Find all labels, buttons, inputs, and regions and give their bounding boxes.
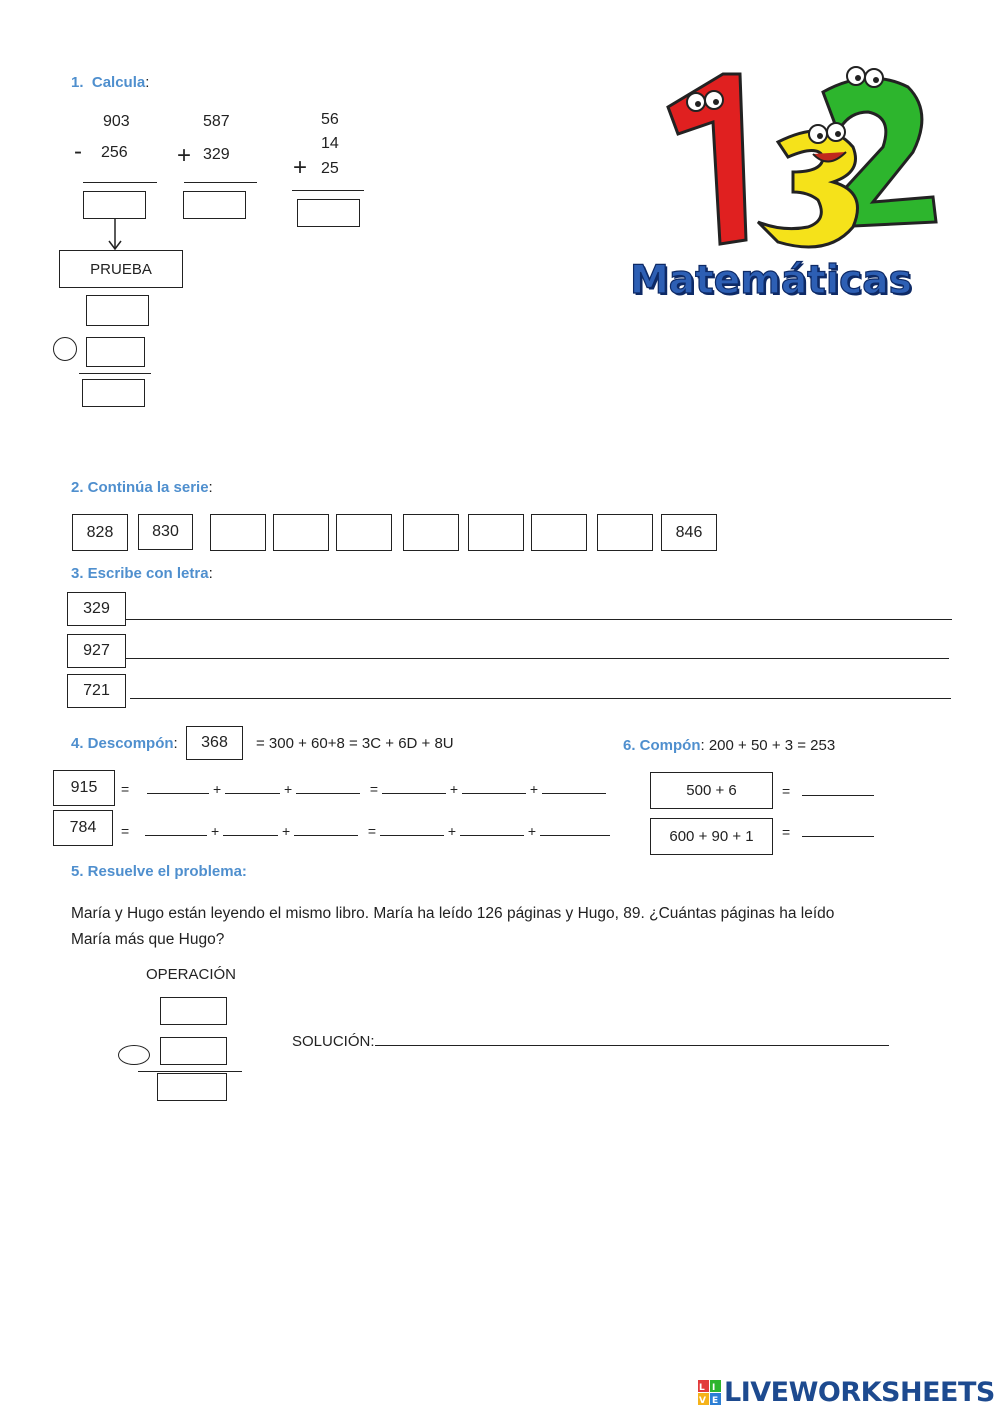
decompose-blank[interactable] (296, 779, 360, 794)
section4-title-text: 4. Descompón (71, 735, 174, 752)
prueba-rule (79, 373, 151, 374)
decompose-row-2-number (53, 810, 113, 846)
svg-text:L: L (699, 1382, 705, 1393)
series-input-3[interactable] (336, 514, 392, 551)
series-input-4[interactable] (403, 514, 459, 551)
decompose-blank[interactable] (460, 821, 524, 836)
decompose-blank[interactable] (462, 779, 526, 794)
plus-sign: + (210, 823, 220, 839)
plus-sign: + (283, 781, 293, 797)
svg-text:E: E (712, 1395, 719, 1406)
plus-sign: + (447, 823, 457, 839)
live-badge-icon (697, 1378, 723, 1408)
decompose-blank[interactable] (223, 821, 278, 836)
plus-sign: + (281, 823, 291, 839)
compose-row-1-value: 500 + 6 (686, 782, 737, 799)
prueba-sign-circle[interactable] (53, 337, 77, 361)
arrow-down-icon (107, 219, 123, 251)
prueba-label: PRUEBA (90, 260, 152, 278)
series-box-last (661, 514, 717, 551)
section3-colon: : (208, 565, 213, 582)
decompose-blank[interactable] (380, 821, 444, 836)
word-number-1-value: 329 (83, 600, 110, 617)
op2-rule (184, 182, 257, 183)
section6-example: 200 + 50 + 3 = 253 (708, 737, 836, 754)
op3-c: 25 (321, 160, 339, 177)
problem-text-line-2: María más que Hugo? (71, 931, 225, 948)
decompose-blank[interactable] (382, 779, 446, 794)
solution-answer-line[interactable] (375, 1031, 889, 1046)
op1-a: 903 (103, 113, 130, 130)
liveworksheets-logo (697, 1377, 995, 1408)
op1-b: 256 (101, 144, 128, 161)
word-number-2 (67, 634, 126, 668)
plus-sign: + (212, 781, 222, 797)
compose-row-1-answer (782, 781, 874, 799)
decompose-row-1-number (53, 770, 115, 806)
section4-colon: : (173, 735, 178, 752)
series-input-5[interactable] (468, 514, 524, 551)
op3-a: 56 (321, 111, 339, 128)
decompose-row-1 (121, 779, 606, 797)
section2-title (71, 479, 213, 496)
brand-text: LIVEWORKSHEETS (724, 1377, 995, 1408)
operation-rule (138, 1071, 242, 1072)
section6-title-text: 6. Compón (623, 737, 701, 754)
logo-text: Matemáticas (630, 258, 912, 303)
solution-label: SOLUCIÓN: (292, 1033, 375, 1050)
op2-b: 329 (203, 146, 230, 163)
section2-title-text: 2. Continúa la serie (71, 479, 209, 496)
op3-rule (292, 190, 364, 191)
series-input-7[interactable] (597, 514, 653, 551)
decompose-example-box (186, 726, 243, 760)
compose-blank[interactable] (802, 781, 874, 796)
series-box-2 (138, 514, 193, 550)
op1-answer-box[interactable] (83, 191, 146, 219)
eq-sign: = (782, 824, 791, 840)
compose-row-2-box (650, 818, 773, 855)
decompose-example-result: = 300 + 60+8 = 3C + 6D + 8U (256, 735, 454, 752)
plus-sign: + (529, 781, 539, 797)
series-input-2[interactable] (273, 514, 329, 551)
op2-sign: + (177, 142, 192, 169)
operation-box-2[interactable] (160, 1037, 227, 1065)
series-input-6[interactable] (531, 514, 587, 551)
compose-row-1-box (650, 772, 773, 809)
series-input-1[interactable] (210, 514, 266, 551)
word-answer-line-1[interactable] (126, 619, 952, 620)
op1-sign: - (74, 138, 82, 165)
series-value-1: 828 (86, 523, 114, 541)
word-number-3 (67, 674, 126, 708)
word-number-1 (67, 592, 126, 626)
solution-row (292, 1031, 889, 1050)
op3-b: 14 (321, 135, 339, 152)
section6-colon: : (700, 737, 705, 754)
series-value-2: 830 (152, 523, 179, 540)
op2-answer-box[interactable] (183, 191, 246, 219)
operation-sign-circle[interactable] (118, 1045, 150, 1065)
plus-sign: + (527, 823, 537, 839)
section6-title (623, 737, 835, 754)
decompose-blank[interactable] (145, 821, 207, 836)
section4-title (71, 735, 178, 752)
problem-text-line-1: María y Hugo están leyendo el mismo libro. María ha leído 126 páginas y Hugo, 89. ¿Cuántas páginas ha leído (71, 905, 835, 922)
compose-row-2-answer (782, 822, 874, 840)
section1-number: 1. (71, 74, 84, 91)
decompose-row-1-value: 915 (70, 779, 98, 796)
decompose-example-number: 368 (201, 734, 228, 751)
eq-sign: = (121, 781, 130, 797)
word-answer-line-2[interactable] (126, 658, 949, 659)
decompose-row-2 (121, 821, 610, 839)
prueba-box-2[interactable] (86, 337, 145, 367)
decompose-row-2-value: 784 (69, 819, 97, 836)
section5-title: 5. Resuelve el problema: (71, 863, 247, 880)
series-value-last: 846 (675, 523, 703, 541)
section2-colon: : (208, 479, 213, 496)
section3-title-text: 3. Escribe con letra (71, 565, 209, 582)
section1-title-text: Calcula (91, 74, 146, 91)
eq-sign: = (782, 783, 791, 799)
op1-rule (83, 182, 157, 183)
section1-title (71, 74, 149, 91)
decompose-blank[interactable] (542, 779, 606, 794)
word-number-2-value: 927 (83, 642, 110, 659)
op3-answer-box[interactable] (297, 199, 360, 227)
eq-sign: = (369, 781, 379, 797)
decompose-blank[interactable] (225, 779, 280, 794)
prueba-result-box[interactable] (82, 379, 145, 407)
compose-row-2-value: 600 + 90 + 1 (669, 828, 754, 845)
compose-blank[interactable] (802, 822, 874, 837)
section3-title (71, 565, 213, 582)
series-box-1 (72, 514, 128, 551)
op2-a: 587 (203, 113, 230, 130)
section1-colon: : (145, 74, 150, 91)
op3-sign: + (293, 154, 308, 181)
decompose-blank[interactable] (147, 779, 209, 794)
decompose-blank[interactable] (540, 821, 610, 836)
operation-box-1[interactable] (160, 997, 227, 1025)
decompose-blank[interactable] (294, 821, 358, 836)
svg-text:I: I (712, 1382, 716, 1393)
word-number-3-value: 721 (83, 682, 110, 699)
word-answer-line-3[interactable] (130, 698, 951, 699)
eq-sign: = (121, 823, 130, 839)
eq-sign: = (367, 823, 377, 839)
operation-result-box[interactable] (157, 1073, 227, 1101)
prueba-label-box (59, 250, 183, 288)
svg-text:V: V (699, 1395, 706, 1406)
prueba-box-1[interactable] (86, 295, 149, 326)
plus-sign: + (449, 781, 459, 797)
operation-label: OPERACIÓN (146, 966, 237, 983)
